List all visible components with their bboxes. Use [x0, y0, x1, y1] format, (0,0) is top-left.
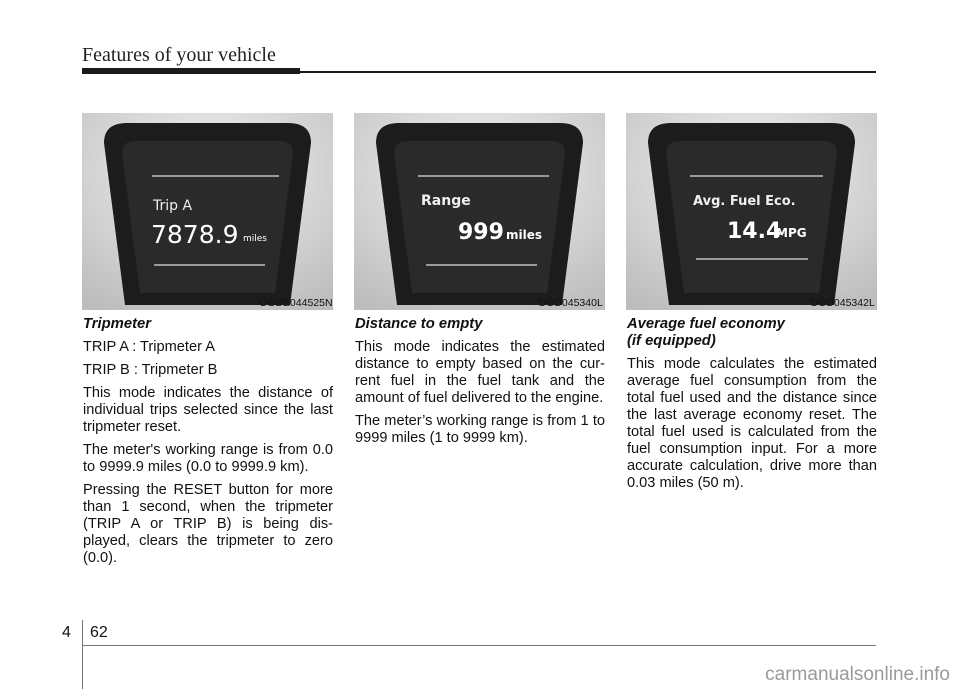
footer-rule — [82, 645, 876, 646]
page-chapter: 4 — [62, 624, 71, 641]
display-screen — [122, 141, 293, 293]
distance-to-empty-paragraph: This mode indicates the estimated distance to empty based on the cur-rent fuel in the fuel tank and the amount of fuel delivered to the engine. — [355, 339, 605, 406]
tripmeter-paragraph: TRIP B : Tripmeter B — [83, 362, 218, 378]
figure-avg-fuel-eco — [626, 113, 877, 310]
trip-a-cluster-illustration — [82, 113, 333, 310]
tripmeter-paragraph: The meter's working range is from 0.0 to 9999.9 miles (0.0 to 9999.9 km). — [83, 442, 333, 475]
average-fuel-economy-heading-line1: Average fuel economy — [627, 316, 785, 332]
avg-fuel-eco-screen-label: Avg. Fuel Eco. — [693, 194, 796, 209]
figure-range — [354, 113, 605, 310]
range-cluster-illustration — [354, 113, 605, 310]
display-screen — [666, 141, 837, 293]
header-rule-thin — [300, 71, 876, 73]
average-fuel-economy-paragraph: This mode calculates the estimated average fuel consumption from the total fuel used and the distance since the last average economy reset. The total fuel used is calculated from the fuel consumption input. For a more accurate calculation, drive more than 0.03 miles (50 m). — [627, 356, 877, 491]
distance-to-empty-heading: Distance to empty — [355, 316, 483, 332]
section-average-fuel-economy — [627, 316, 877, 498]
trip-a-screen-label: Trip A — [153, 198, 193, 214]
range-unit: miles — [506, 228, 543, 242]
header-title: Features of your vehicle — [82, 44, 276, 66]
avg-fuel-eco-unit: MPG — [776, 226, 807, 240]
figure-code-1: OGDE044525N — [259, 297, 333, 309]
trip-a-value: 7878.9 — [151, 220, 239, 249]
average-fuel-economy-heading-line2: (if equipped) — [627, 333, 716, 349]
display-screen — [394, 141, 565, 293]
tripmeter-paragraph: Pressing the RESET button for more than 1 second, when the tripmeter (TRIP A or TRIP B) is being dis-played, clears the tripmeter to zero (0.0). — [83, 482, 333, 566]
tripmeter-paragraph: TRIP A : Tripmeter A — [83, 339, 215, 355]
header-rule-thick — [82, 68, 300, 74]
watermark-link[interactable]: carmanualsonline.info — [765, 664, 950, 685]
tripmeter-heading: Tripmeter — [83, 316, 151, 332]
average-fuel-economy-heading — [627, 316, 877, 350]
avg-fuel-eco-value: 14.4 — [727, 219, 782, 244]
distance-to-empty-paragraph: The meter’s working range is from 1 to 9999 miles (1 to 9999 km). — [355, 413, 605, 446]
footer-divider — [82, 620, 83, 689]
range-value: 999 — [458, 220, 504, 245]
page-number: 62 — [90, 624, 108, 641]
trip-a-unit: miles — [243, 234, 267, 244]
figure-code-3: OGD045342L — [810, 297, 875, 309]
section-tripmeter — [83, 316, 333, 573]
figure-code-2: OGD045340L — [538, 297, 603, 309]
range-screen-label: Range — [421, 193, 471, 209]
section-distance-to-empty — [355, 316, 605, 453]
figure-trip-a — [82, 113, 333, 310]
avg-fuel-eco-cluster-illustration — [626, 113, 877, 310]
tripmeter-paragraph: This mode indicates the distance of individual trips selected since the last tripmeter reset. — [83, 385, 333, 435]
